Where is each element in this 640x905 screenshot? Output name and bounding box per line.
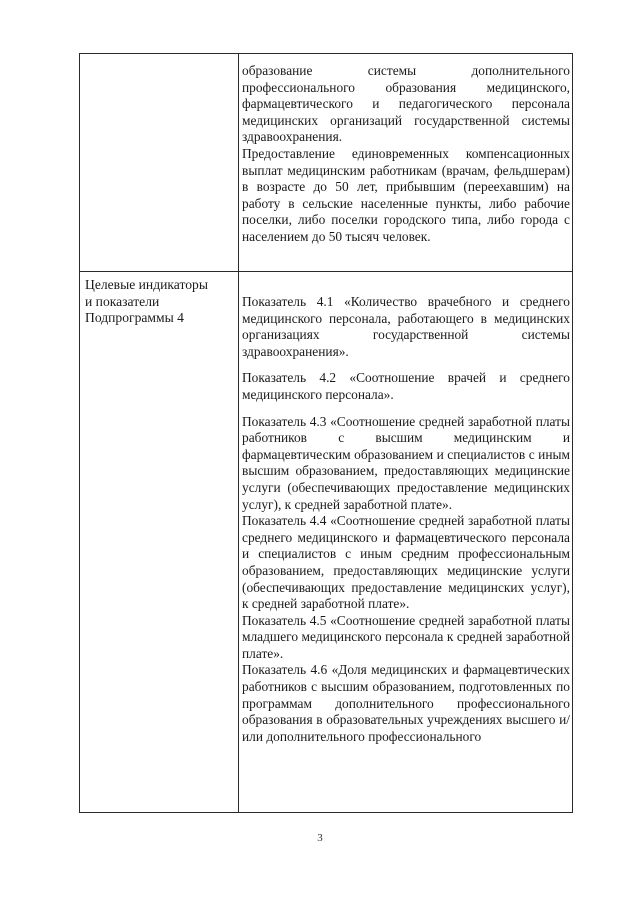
page-number: 3 bbox=[317, 832, 323, 844]
column-divider bbox=[238, 54, 239, 812]
row-divider bbox=[80, 271, 572, 272]
activity-paragraph: Предоставление единовременных компенсационных выплат медицинским работникам (врачам, фельдшерам) в возрасте до 50 лет, прибывшим (переехавшим) на работу в сельские населенные пункты, либо рабочие поселки, либо поселки городского типа, либо города с населением до 50 тысяч человек. bbox=[242, 145, 570, 244]
indicator-paragraph: Показатель 4.6 «Доля медицинских и фармацевтических работников с высшим образованием, подготовленных по программам дополнительного профессионального образования в образовательных учреждениях высшего и/или дополнительного профессионального bbox=[242, 662, 570, 744]
row-label-cell bbox=[85, 277, 233, 327]
indicator-paragraph: Показатель 4.4 «Соотношение средней заработной платы среднего медицинского и фармацевтического персонала и специалистов с иным средним профессиональным образованием, предоставляющих медицинские услуги (обеспечивающих предоставление медицинских услуг), к средней заработной плате». bbox=[242, 513, 570, 612]
activity-paragraph: образование системы дополнительного профессионального образования медицинского, фармацевтического и педагогического персонала медицинских организаций государственной системы здравоохранения. bbox=[242, 63, 570, 145]
row-label-line: и показатели bbox=[85, 293, 160, 309]
indicator-paragraph: Показатель 4.2 «Соотношение врачей и среднего медицинского персонала». bbox=[242, 370, 570, 402]
indicators-cell bbox=[242, 294, 570, 745]
activities-cell bbox=[242, 63, 570, 246]
indicator-paragraph: Показатель 4.5 «Соотношение средней заработной платы младшего медицинского персонала к средней заработной плате». bbox=[242, 612, 570, 661]
row-label-line: Подпрограммы 4 bbox=[85, 310, 184, 326]
row-label-line: Целевые индикаторы bbox=[85, 277, 208, 292]
indicator-paragraph: Показатель 4.3 «Соотношение средней заработной платы работников с высшим медицинским и фармацевтическим образованием и специалистов с иным высшим образованием, предоставляющих медицинские услуги (обеспечивающих предоставление медицинских услуг), к средней заработной плате». bbox=[242, 413, 570, 512]
program-table bbox=[79, 53, 573, 813]
indicator-paragraph: Показатель 4.1 «Количество врачебного и среднего медицинского персонала, работающего в медицинских организациях государственной системы здравоохранения». bbox=[242, 294, 570, 359]
